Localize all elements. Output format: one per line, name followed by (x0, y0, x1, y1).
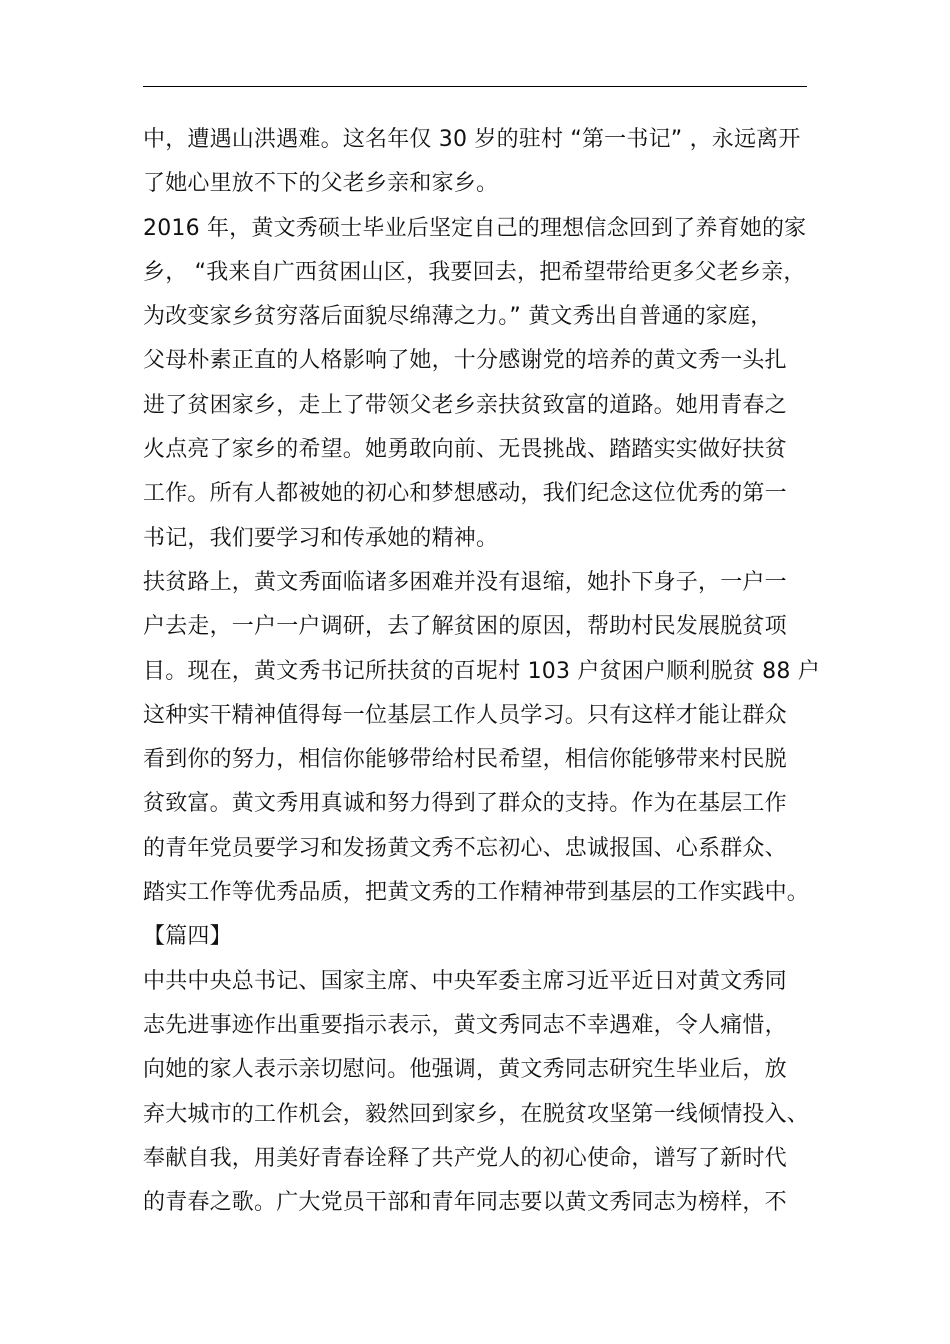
text-line: 志先进事迹作出重要指示表示，黄文秀同志不幸遇难，令人痛惜， (143, 1012, 787, 1038)
text-line: 弃大城市的工作机会，毅然回到家乡，在脱贫攻坚第一线倾情投入、 (143, 1101, 810, 1127)
text-line: 火点亮了家乡的希望。她勇敢向前、无畏挑战、踏踏实实做好扶贫 (143, 437, 787, 463)
text-line: 的青年党员要学习和发扬黄文秀不忘初心、忠诚报国、心系群众、 (143, 835, 787, 861)
text-line: 书记，我们要学习和传承她的精神。 (143, 525, 499, 551)
text-line: 乡， “我来自广西贫困山区，我要回去，把希望带给更多父老乡亲， (143, 259, 806, 285)
text-line: 了她心里放不下的父老乡亲和家乡。 (143, 171, 499, 197)
text-line: 工作。所有人都被她的初心和梦想感动，我们纪念这位优秀的第一 (143, 481, 787, 507)
body-text (143, 118, 823, 1225)
section-heading: 【篇四】 (143, 924, 232, 950)
text-line: 户去走，一户一户调研，去了解贫困的原因，帮助村民发展脱贫项 (143, 614, 787, 640)
text-line: 中共中央总书记、国家主席、中央军委主席习近平近日对黄文秀同 (143, 968, 787, 994)
text-line: 看到你的努力，相信你能够带给村民希望，相信你能够带来村民脱 (143, 747, 787, 773)
text-line: 贫致富。黄文秀用真诚和努力得到了群众的支持。作为在基层工作 (143, 791, 787, 817)
text-line: 进了贫困家乡，走上了带领父老乡亲扶贫致富的道路。她用青春之 (143, 392, 787, 418)
text-line: 2016 年，黄文秀硕士毕业后坚定自己的理想信念回到了养育她的家 (143, 215, 807, 241)
text-line: 扶贫路上，黄文秀面临诸多困难并没有退缩，她扑下身子，一户一 (143, 569, 787, 595)
header-rule (143, 86, 807, 87)
text-line: 这种实干精神值得每一位基层工作人员学习。只有这样才能让群众 (143, 702, 787, 728)
text-line: 为改变家乡贫穷落后面貌尽绵薄之力。” 黄文秀出自普通的家庭， (143, 304, 773, 330)
text-line: 奉献自我，用美好青春诠释了共产党人的初心使命，谱写了新时代 (143, 1145, 787, 1171)
text-line: 的青春之歌。广大党员干部和青年同志要以黄文秀同志为榜样，不 (143, 1190, 787, 1216)
text-line: 中，遭遇山洪遇难。这名年仅 30 岁的驻村 “第一书记” ，永远离开 (143, 127, 801, 152)
text-line: 目。现在，黄文秀书记所扶贫的百坭村 103 户贫困户顺利脱贫 88 户 (143, 658, 820, 684)
text-line: 踏实工作等优秀品质，把黄文秀的工作精神带到基层的工作实践中。 (143, 880, 810, 906)
text-line: 父母朴素正直的人格影响了她，十分感谢党的培养的黄文秀一头扎 (143, 348, 787, 374)
text-line: 向她的家人表示亲切慰问。他强调，黄文秀同志研究生毕业后，放 (143, 1057, 787, 1083)
